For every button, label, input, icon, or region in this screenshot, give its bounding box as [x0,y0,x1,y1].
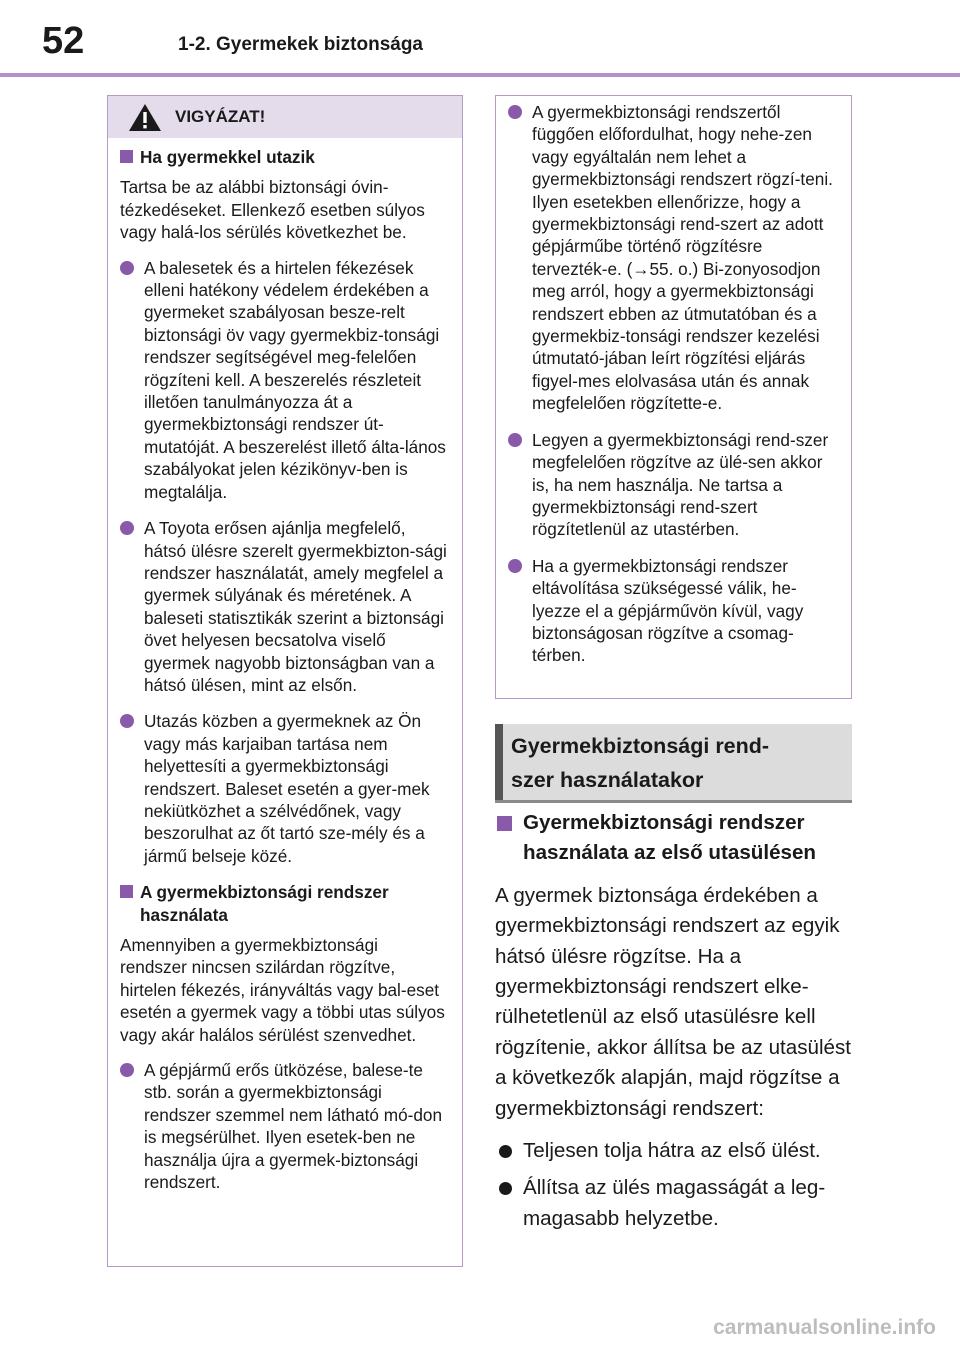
warning-header [108,96,462,138]
bullet-item: A gépjármű erős ütközése, balese-te stb. során a gyermekbiztonsági rendszer szemmel nem látható mó-don is megsérülhet. Ilyen esetek-ben ne használja újra a gyermek-biztonsági rendszert. [120,1059,448,1193]
warning-box [107,95,463,1267]
bullet-item: A balesetek és a hirtelen fékezések elleni hatékony védelem érdekében a gyermeket szabályosan besze-relt biztonsági öv vagy gyermekbiz-tonsági rendszer segítségével meg-felelően rögzíteni kell. A beszerelés részleteit illetően tanulmányozza át a gyermekbiztonsági rendszer út-mutatóját. A beszerelést illető álta-lános szabályokat jelen kézikönyv-ben is megtalálja. [120,257,448,503]
bullet-item: Legyen a gyermekbiztonsági rend-szer megfelelően rögzítve az ülé-sen akkor is, ha nem használja. Ne tartsa a gyermekbiztonsági rend-szert rögzítetlenül az utastérben. [508,429,837,541]
paragraph: Amennyiben a gyermekbiztonsági rendszer nincsen szilárdan rögzítve, hirtelen fékezés, irányváltás vagy bal-eset esetén a gyermek vagy a többi utas súlyos vagy akár halálos sérülést szenvedhet. [120,935,445,1045]
section-heading-bar [495,724,503,800]
bullet-item: A Toyota erősen ajánlja megfelelő, hátsó ülésre szerelt gyermekbizton-sági rendszer használatát, amely megfelel a gyermek súlyának és méretének. A baleseti statisztikák szerint a biztonsági övet helyesen becsatolva viselő gyermek nagyobb biztonságban van a hátsó ülésen, mint az elsőn. [120,517,448,696]
warning-box-continued [495,95,852,699]
watermark: carmanualsonline.info [713,1316,936,1339]
section-title: 1-2. Gyermekek biztonsága [178,34,423,55]
section-heading-text [511,729,769,797]
subsection-title: Gyermekbiztonsági rendszer használata az első utasülésen [495,808,855,869]
subsection-title: A gyermekbiztonsági rendszer használata [120,881,448,926]
warning-triangle-icon [128,103,162,132]
section-heading-line: szer használatakor [511,768,704,792]
page-number: 52 [42,20,85,62]
section-heading-line: Gyermekbiztonsági rend- [511,734,770,758]
paragraph: Tartsa be az alábbi biztonsági óvin-tézkedéseket. Ellenkező esetben súlyos vagy halá-los sérülés következhet be. [120,177,425,243]
paragraph: A gyermek biztonsága érdekében a gyermekbiztonsági rendszert az egyik hátsó ülésre rögzítse. Ha a gyermekbiztonsági rendszert elke-rülhetetlenül az első utasülésre kell rögzítenie, akkor állítsa be az utasülést a következők alapján, majd rögzítse a gyermekbiztonsági rendszert: [495,883,852,1120]
warning-label: VIGYÁZAT! [175,107,266,126]
bullet-item: Ha a gyermekbiztonsági rendszer eltávolítása szükségessé válik, he-lyezze el a gépjárművön kívül, vagy biztonságosan rögzítve a csomag-térben. [508,555,837,667]
header-rule [0,73,960,77]
subsection-title: Ha gyermekkel utazik [120,146,448,168]
bullet-item: Állítsa az ülés magasságát a leg-magasabb helyzetbe. [495,1173,855,1234]
section-heading [495,724,852,800]
page-header [0,0,960,78]
bullet-item: Utazás közben a gyermeknek az Ön vagy más karjaiban tartása nem helyettesíti a gyermekbiztonsági rendszert. Baleset esetén a gyer-mek nekiütközhet a szélvédőnek, vagy beszorulhat az őt tartó sze-mély és a jármű belseje közé. [120,710,448,867]
bullet-item: A gyermekbiztonsági rendszertől függően előfordulhat, hogy nehe-zen vagy egyáltalán nem lehet a gyermekbiztonsági rendszert rögzí-teni. Ilyen esetekben ellenőrizze, hogy a gyermekbiztonsági rend-szert az adott gépjárműbe történő rögzítésre tervezték-e. (→55. o.) Bi-zonyosodjon meg arról, hogy a gyermekbiztonsági rendszert ebben az útmutatóban és a gyermekbiz-tonsági rendszer kezelési útmutató-jában leírt rögzítési eljárás figyel-mes elolvasása után és annak megfelelően rögzítette-e. [508,101,837,415]
main-content [495,808,855,1241]
bullet-item: Teljesen tolja hátra az első ülést. [495,1136,855,1166]
section-rule [495,800,852,803]
